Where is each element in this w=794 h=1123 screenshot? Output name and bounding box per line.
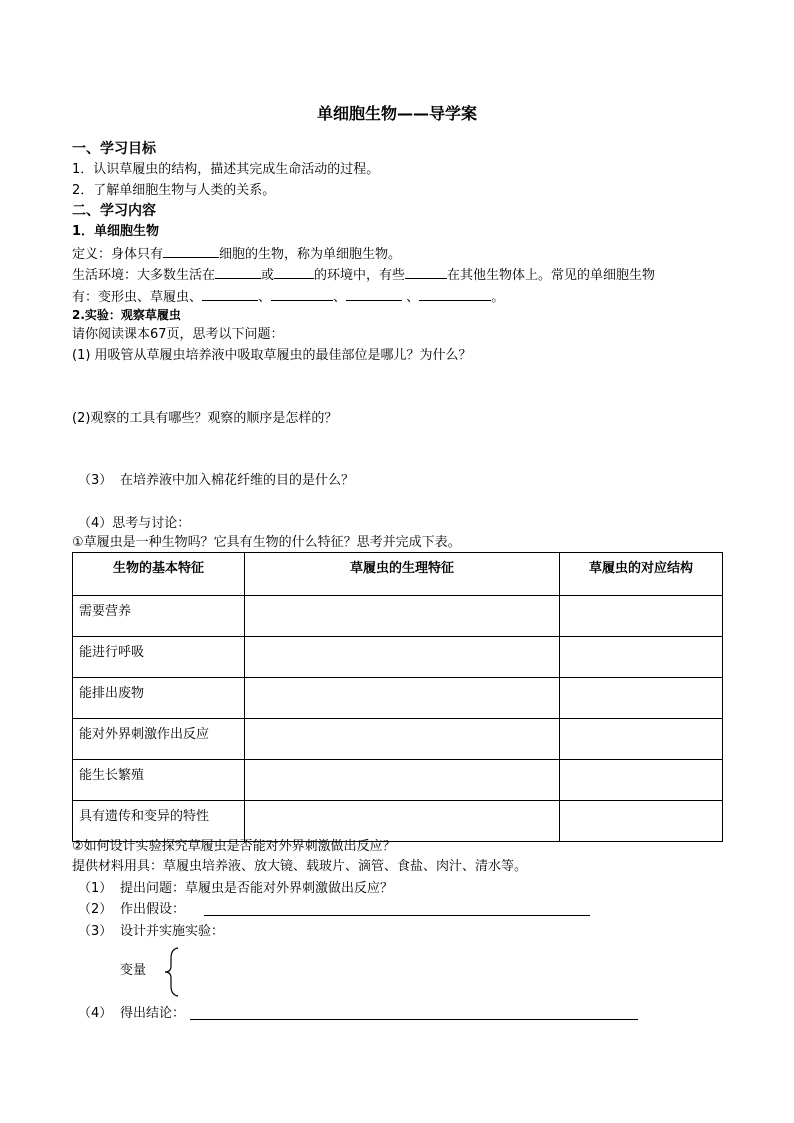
- step-number: （3）: [78, 924, 113, 939]
- variable-label: 变量: [120, 963, 147, 978]
- reading-instruction: 请你阅读课本67页，思考以下问题：: [72, 327, 284, 342]
- answer-cell[interactable]: [245, 801, 560, 842]
- step-number: （1）: [78, 881, 113, 896]
- question-3: 在培养液中加入棉花纤维的目的是什么？: [120, 473, 355, 488]
- answer-cell[interactable]: [245, 678, 560, 719]
- step-number: （2）: [78, 902, 113, 917]
- examples-text: 有：变形虫、草履虫、: [72, 290, 203, 305]
- answer-cell[interactable]: [560, 760, 723, 801]
- step-text: 作出假设：: [120, 902, 186, 917]
- question-3-number: （3）: [78, 473, 113, 488]
- fill-blank[interactable]: [202, 286, 258, 301]
- question-4: （4）思考与讨论：: [78, 516, 191, 531]
- definition-line: [72, 243, 401, 265]
- separator: 、: [333, 290, 347, 305]
- answer-cell[interactable]: [560, 678, 723, 719]
- environment-text: 生活环境：大多数生活在: [72, 268, 216, 283]
- goal-item: 2．了解单细胞生物与人类的关系。: [72, 183, 276, 198]
- hypothesis-answer-line[interactable]: [204, 915, 590, 916]
- environment-text: 或: [261, 268, 275, 283]
- section-1-heading: 一、学习目标: [72, 141, 156, 157]
- feature-cell: 能进行呼吸: [73, 637, 245, 678]
- feature-cell: 需要营养: [73, 596, 245, 637]
- table-row: [73, 760, 723, 801]
- goal-item: 1．认识草履虫的结构，描述其完成生命活动的过程。: [72, 162, 380, 177]
- separator: 、: [258, 290, 272, 305]
- page-title: 单细胞生物——导学案: [316, 104, 477, 123]
- subsection-1-heading: 1．单细胞生物: [72, 224, 160, 239]
- feature-cell: 能排出废物: [73, 678, 245, 719]
- materials-line: 提供材料用具：草履虫培养液、放大镜、载玻片、滴管、食盐、肉汁、清水等。: [72, 859, 528, 874]
- separator: 、: [402, 290, 420, 305]
- environment-line: [72, 264, 655, 286]
- fill-blank[interactable]: [405, 264, 447, 279]
- table-header-row: [73, 553, 723, 596]
- table-header: 草履虫的对应结构: [560, 553, 723, 596]
- environment-text: 在其他生物体上。常见的单细胞生物: [447, 268, 656, 283]
- subsection-2-heading: 2.实验：观察草履虫: [72, 308, 181, 322]
- fill-blank[interactable]: [163, 243, 219, 258]
- table-header: 草履虫的生理特征: [245, 553, 560, 596]
- feature-cell: 能生长繁殖: [73, 760, 245, 801]
- answer-cell[interactable]: [245, 596, 560, 637]
- definition-text: 细胞的生物，称为单细胞生物。: [219, 247, 402, 262]
- question-1: (1) 用吸管从草履虫培养液中吸取草履虫的最佳部位是哪儿？为什么？: [72, 348, 472, 363]
- table-row: [73, 596, 723, 637]
- question-2: (2)观察的工具有哪些？观察的顺序是怎样的？: [72, 411, 338, 426]
- answer-cell[interactable]: [560, 719, 723, 760]
- period: 。: [491, 290, 505, 305]
- step-number: （4）: [78, 1006, 113, 1021]
- feature-cell: 具有遗传和变异的特性: [73, 801, 245, 842]
- step-text: 提出问题：草履虫是否能对外界刺激做出反应？: [120, 881, 394, 896]
- step-text: 得出结论：: [120, 1006, 186, 1021]
- features-table: [72, 552, 723, 842]
- step-text: 设计并实施实验：: [120, 924, 225, 939]
- fill-blank[interactable]: [274, 264, 314, 279]
- environment-text: 的环境中，有些: [314, 268, 406, 283]
- answer-cell[interactable]: [560, 637, 723, 678]
- fill-blank[interactable]: [419, 286, 491, 301]
- table-row: [73, 678, 723, 719]
- section-2-heading: 二、学习内容: [72, 203, 156, 219]
- answer-cell[interactable]: [560, 596, 723, 637]
- left-brace-icon: [160, 946, 184, 998]
- answer-cell[interactable]: [245, 637, 560, 678]
- experiment-question: ②如何设计实验探究草履虫是否能对外界刺激做出反应？: [72, 839, 396, 854]
- question-4-1: ①草履虫是一种生物吗？它具有生物的什么特征？思考并完成下表。: [72, 535, 461, 550]
- table-row: [73, 801, 723, 842]
- feature-cell: 能对外界刺激作出反应: [73, 719, 245, 760]
- conclusion-answer-line[interactable]: [190, 1019, 638, 1020]
- answer-cell[interactable]: [245, 719, 560, 760]
- table-row: [73, 719, 723, 760]
- table-row: [73, 637, 723, 678]
- fill-blank[interactable]: [271, 286, 333, 301]
- answer-cell[interactable]: [245, 760, 560, 801]
- answer-cell[interactable]: [560, 801, 723, 842]
- table-header: 生物的基本特征: [73, 553, 245, 596]
- definition-text: 定义：身体只有: [72, 247, 164, 262]
- fill-blank[interactable]: [346, 286, 402, 301]
- fill-blank[interactable]: [215, 264, 261, 279]
